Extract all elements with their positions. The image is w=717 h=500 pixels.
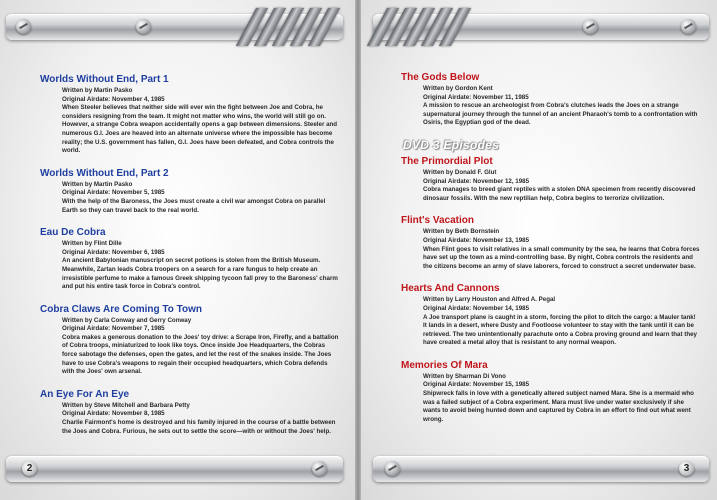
episode-synopsis: With the help of the Baroness, the Joes must create a civil war amongst Cobra on parallel Earth so they can travel back to the real world. (62, 197, 326, 214)
episode-title: Cobra Claws Are Coming To Town (40, 303, 203, 315)
episode-synopsis: Cobra manages to breed giant reptiles with a stolen DNA specimen from recently discovered dinosaur fossils. With the new reptilian help, Cobra begins to terrorize civilization. (423, 186, 696, 202)
episode-writer: Written by Martin Pasko (62, 87, 133, 94)
episode-entry (40, 168, 340, 215)
top-metal-bar (373, 14, 709, 40)
episode-title: Eau De Cobra (40, 227, 106, 239)
episode-synopsis: A mission to rescue an archeologist from Cobra's clutches leads the Joes on a strange supernatural journey through the tunnel of an ancient Pharaoh's tomb to a confrontation with Osiris, the Egyptian god of the dead. (423, 102, 698, 127)
episode-entry (40, 74, 340, 156)
page-number: 2 (22, 461, 37, 476)
left-page (0, 0, 355, 500)
episode-entry (40, 389, 340, 436)
episode-entry (401, 360, 701, 425)
episode-title: Memories Of Mara (401, 359, 488, 371)
episode-title: Flint's Vacation (401, 215, 474, 227)
episode-airdate: Original Airdate: November 7, 1985 (62, 325, 165, 333)
episode-writer: Written by Flint Dille (62, 240, 122, 248)
episode-writer: Written by Larry Houston and Alfred A. Pegal (423, 296, 556, 304)
page-number: 3 (679, 461, 694, 476)
episode-writer: Written by Martin Pasko (62, 180, 133, 188)
episode-synopsis: When Flint goes to visit relatives in a small community by the sea, he learns that Cobra forces have set up the town as a mind-controlling base. By night, Cobra controls the residents and the citizens become an army of slave laborers, forced to construct a secret underwater base. (423, 245, 700, 270)
episode-entry (401, 283, 701, 348)
episode-title: Worlds Without End, Part 1 (40, 74, 169, 85)
episode-synopsis: A Joe transport plane is caught in a storm, forcing the pilot to ditch the cargo: a Mauler tank! It lands in a desert, where Dusty and Footloose volunteer to stay with the tank until it can be retrieved. The two unintentionally parachute onto a Cobra proving ground and learn that they have created a metal alloy that is resistant to any normal weapon. (423, 313, 697, 347)
episode-airdate: Original Airdate: November 11, 1985 (423, 93, 529, 101)
episode-title: The Primordial Plot (401, 155, 493, 167)
episode-airdate: Original Airdate: November 4, 1985 (62, 95, 165, 103)
episode-synopsis: Charlie Fairmont's home is destroyed and his family injured in the course of a battle between the Joes and Cobra. Furious, he sets out to settle the score—with or without the Joes' help. (62, 419, 336, 435)
bolt-icon (583, 19, 598, 34)
episode-writer: Written by Steve Mitchell and Barbara Petty (62, 401, 190, 409)
episode-synopsis: An ancient Babylonian manuscript on secret potions is stolen from the British Museum. Meanwhile, Zartan leads Cobra troopers on a search for a rare fungus to help create an irresistible perfume to make a famous Greek shipping tycoon fall prey to the Baroness' charm and put his entire task force in Cobra's control. (62, 257, 338, 291)
right-page (361, 0, 717, 500)
episode-airdate: Original Airdate: November 15, 1985 (423, 381, 530, 389)
episode-title: Worlds Without End, Part 2 (40, 167, 169, 179)
bolt-icon (385, 461, 400, 476)
dvd-section-heading: DVD 3 Episodes (403, 137, 500, 152)
episode-writer: Written by Carla Conway and Gerry Conway (62, 316, 192, 324)
episode-title: The Gods Below (401, 72, 480, 83)
episode-title: Hearts And Cannons (401, 283, 500, 295)
bottom-metal-bar (373, 456, 709, 482)
right-episode-list (401, 72, 701, 436)
episode-writer: Written by Sharman Di Vono (423, 372, 506, 380)
episode-airdate: Original Airdate: November 13, 1985 (423, 236, 530, 244)
bolt-icon (16, 19, 31, 34)
episode-synopsis: Cobra makes a generous donation to the Joes' toy drive: a Scrape Iron, Firefly, and a battalion of Cobra troops, miniaturized to look like toys. Once inside Joe Headquarters, the Cobras force sabotage the defenses, open the gates, and let the rest of the snakes inside. The Joes have to use Cobra's weapons to regain their occupied headquarters, which Cobra defends with the Joes' own arsenal. (62, 333, 339, 376)
episode-entry (401, 156, 701, 203)
episode-airdate: Original Airdate: November 8, 1985 (62, 410, 165, 418)
bolt-icon (136, 19, 151, 34)
episode-writer: Written by Donald F. Glut (423, 168, 497, 176)
stripe-decoration (246, 8, 332, 46)
episode-entry (401, 72, 701, 128)
stripe-decoration (377, 8, 463, 46)
episode-synopsis: When Steeler believes that neither side will ever win the fight between Joe and Cobra, he considers resigning from the team. It might not matter who wins, the world will still go on. However, a strange Cobra weapon accidentally opens a gap between dimensions. Steeler and numerous G.I. Joes are heaved into an alternate universe where the impossible has become reality; the U.S. government has fallen, G.I. Joes have been defeated, and Cobra controls the world. (62, 104, 338, 155)
episode-entry (401, 215, 701, 271)
episode-writer: Written by Gordon Kent (423, 85, 493, 92)
episode-entry (40, 227, 340, 292)
bolt-icon (312, 461, 327, 476)
bottom-metal-bar (6, 456, 343, 482)
bolt-icon (681, 19, 696, 34)
episode-airdate: Original Airdate: November 6, 1985 (62, 248, 165, 256)
episode-airdate: Original Airdate: November 5, 1985 (62, 189, 165, 197)
episode-synopsis: Shipwreck falls in love with a genetically altered subject named Mara. She is a mermaid who was a failed subject of a Cobra experiment. Mara must live under water exclusively if she wants to avoid being hunted down and captured by Cobra in an effort to find out what went wrong. (423, 390, 694, 423)
episode-writer: Written by Beth Bornstein (423, 228, 500, 236)
episode-airdate: Original Airdate: November 14, 1985 (423, 304, 530, 312)
episode-entry (40, 304, 340, 377)
episode-airdate: Original Airdate: November 12, 1985 (423, 177, 530, 185)
episode-title: An Eye For An Eye (40, 388, 130, 400)
top-metal-bar (6, 14, 343, 40)
left-episode-list (40, 74, 340, 448)
